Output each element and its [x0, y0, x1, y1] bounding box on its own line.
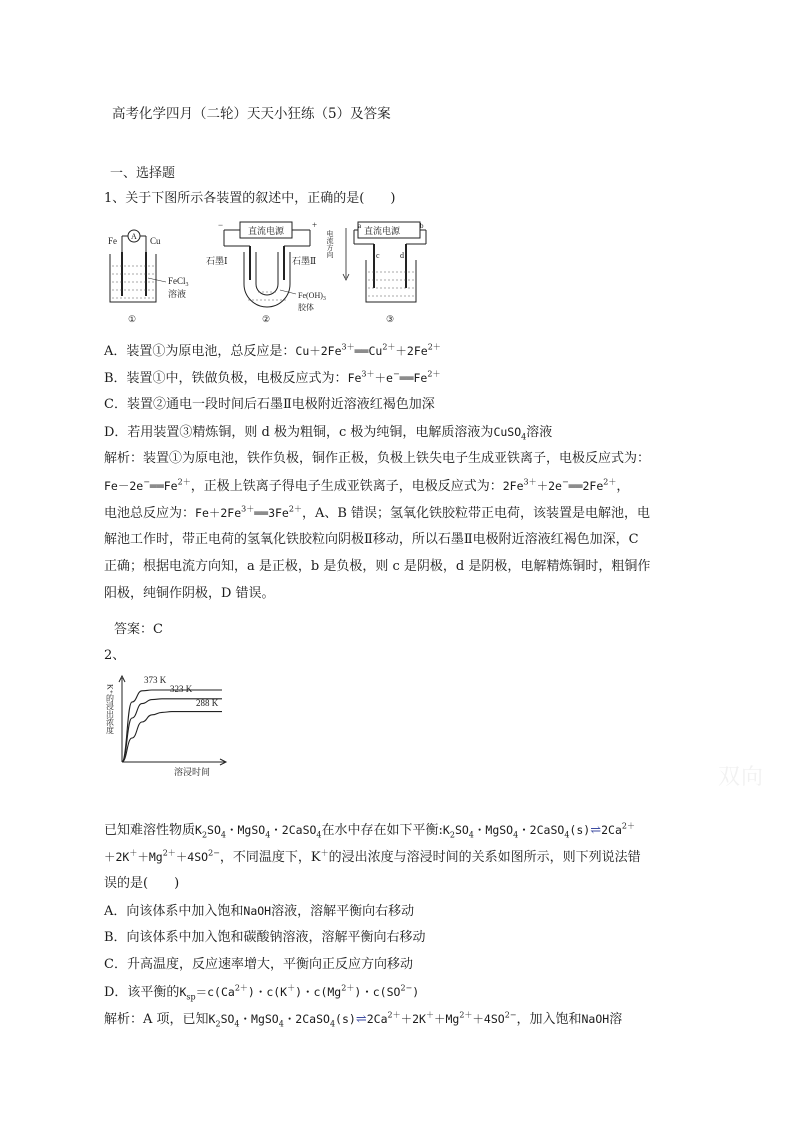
label-373k: 373 K: [144, 675, 167, 685]
q1-explanation-line-3: 电池总反应为：$Fe+2Fe^{3+}══3Fe^{2+}$，A、B 错误；氢氧化铁胶粒带正电荷，该装置是电解池，电: [104, 504, 651, 521]
label-device-3: ③: [386, 314, 395, 324]
label-graphite-1: 石墨Ⅰ: [206, 256, 228, 266]
q1-explanation-line-6: 阳极，纯铜作阴极，D 错误。: [104, 586, 275, 601]
q2-option-d: D．该平衡的$K_{sp}=c(Ca^{2+})$・c(K＋)・$c(Mg^{2+})$・$c(SO^{2-})$: [104, 983, 420, 1002]
label-power-2: 直流电源: [248, 226, 285, 236]
question-1-stem: 1、关于下图所示各装置的叙述中，正确的是( ): [104, 191, 396, 206]
q1-explanation-line-5: 正确；根据电流方向知，a 是正极，b 是负极，则 c 是阴极，d 是阴极，电解精炼铜时，粗铜作: [104, 559, 651, 574]
watermark: 双向: [718, 764, 765, 789]
label-colloid: 胶体: [298, 303, 314, 312]
label-ammeter: A: [131, 232, 137, 241]
label-graphite-2: 石墨Ⅱ: [292, 256, 317, 266]
label-feoh3: $Fe(OH)_3$: [298, 291, 326, 302]
q2-option-b: B．向该体系中加入饱和碳酸钠溶液，溶解平衡向右移动: [104, 930, 426, 945]
label-device-1: ①: [128, 314, 137, 324]
label-power-3: 直流电源: [364, 226, 401, 236]
y-axis-label: K⁺的浸出浓度: [105, 684, 115, 734]
q2-option-a: A．向该体系中加入饱和NaOH溶液，溶解平衡向右移动: [104, 904, 415, 919]
label-fecl3: FeCl$_3$: [168, 276, 189, 288]
q1-explanation-line-1: 解析：装置①为原电池，铁作负极，铜作正极，负极上铁失电子生成亚铁离子，电极反应式为：: [104, 451, 651, 466]
q2-option-c: C．升高温度，反应速率增大，平衡向正反应方向移动: [104, 957, 413, 972]
label-c: c: [376, 251, 380, 260]
series-line-288k: [122, 712, 222, 762]
label-device-2: ②: [262, 314, 271, 324]
k-ion-leaching-chart: [104, 674, 229, 780]
u-tube-inner: [256, 252, 278, 295]
label-d: d: [400, 251, 404, 260]
q2-stem-line-2: $+2K^++Mg^{2+}+4SO^{2-}$，不同温度下，K＋的浸出浓度与溶浸时间的关系如图所示，则下列说法错: [104, 848, 641, 865]
section-heading: 一、选择题: [110, 166, 176, 181]
q1-answer: 答案：C: [114, 622, 163, 637]
label-minus-2: −: [218, 220, 224, 230]
label-plus-2: +: [312, 220, 318, 230]
q2-stem-line-3: 误的是( ): [104, 876, 180, 891]
label-a: a: [358, 222, 362, 230]
label-b: b: [420, 222, 424, 230]
q1-option-c: C．装置②通电一段时间后石墨Ⅱ电极附近溶液红褐色加深: [104, 397, 435, 412]
page-title: 高考化学四月（二轮）天天小狂练（5）及答案: [112, 106, 391, 122]
label-current-direction: 电流方向: [326, 230, 334, 258]
q2-explanation-line-1: 解析：A 项，已知$K_2SO_4$・MgSO$_4$・$2CaSO_4(s)\rightleftharpoons 2Ca^{2+}+2K^++Mg^{2+}+4SO^{2-}$，加入饱和NaOH溶: [104, 1010, 623, 1029]
q1-option-b: B．装置①中，铁做负极，电极反应式为：$Fe^{3+}+e^-══Fe^{2+}$: [104, 369, 441, 386]
label-fe: Fe: [108, 236, 117, 246]
q1-option-d: D．若用装置③精炼铜，则 d 极为粗铜，c 极为纯铜，电解质溶液为CuSO$_4$溶液: [104, 425, 553, 442]
apparatus-figure: [108, 218, 428, 330]
label-cu: Cu: [150, 236, 161, 246]
label-solution: 溶液: [168, 289, 187, 299]
question-2-number: 2、: [104, 648, 126, 663]
label-288k: 288 K: [196, 698, 219, 708]
q1-explanation-line-4: 解池工作时，带正电荷的氢氧化铁胶粒向阴极Ⅱ移动，所以石墨Ⅱ电极附近溶液红褐色加深，C: [104, 532, 639, 547]
q1-option-a: A．装置①为原电池，总反应是：$Cu+2Fe^{3+}══Cu^{2+}+2Fe^{2+}$: [104, 342, 441, 359]
q2-stem-line-1: 已知难溶性物质$K_2SO_4$・MgSO$_4$・2CaSO$_4$在水中存在如下平衡$:K_2SO_4$・MgSO$_4$・$2CaSO_4(s)\rightleftharpoons 2Ca^{2+}$: [104, 821, 635, 840]
q1-explanation-line-2: $Fe-2e^-══Fe^{2+}$，正极上铁离子得电子生成亚铁离子，电极反应式为：$2Fe^{3+}+2e^-══2Fe^{2+}$，: [104, 477, 630, 494]
label-323k: 323 K: [170, 684, 193, 694]
x-axis-label: 溶浸时间: [174, 767, 211, 777]
